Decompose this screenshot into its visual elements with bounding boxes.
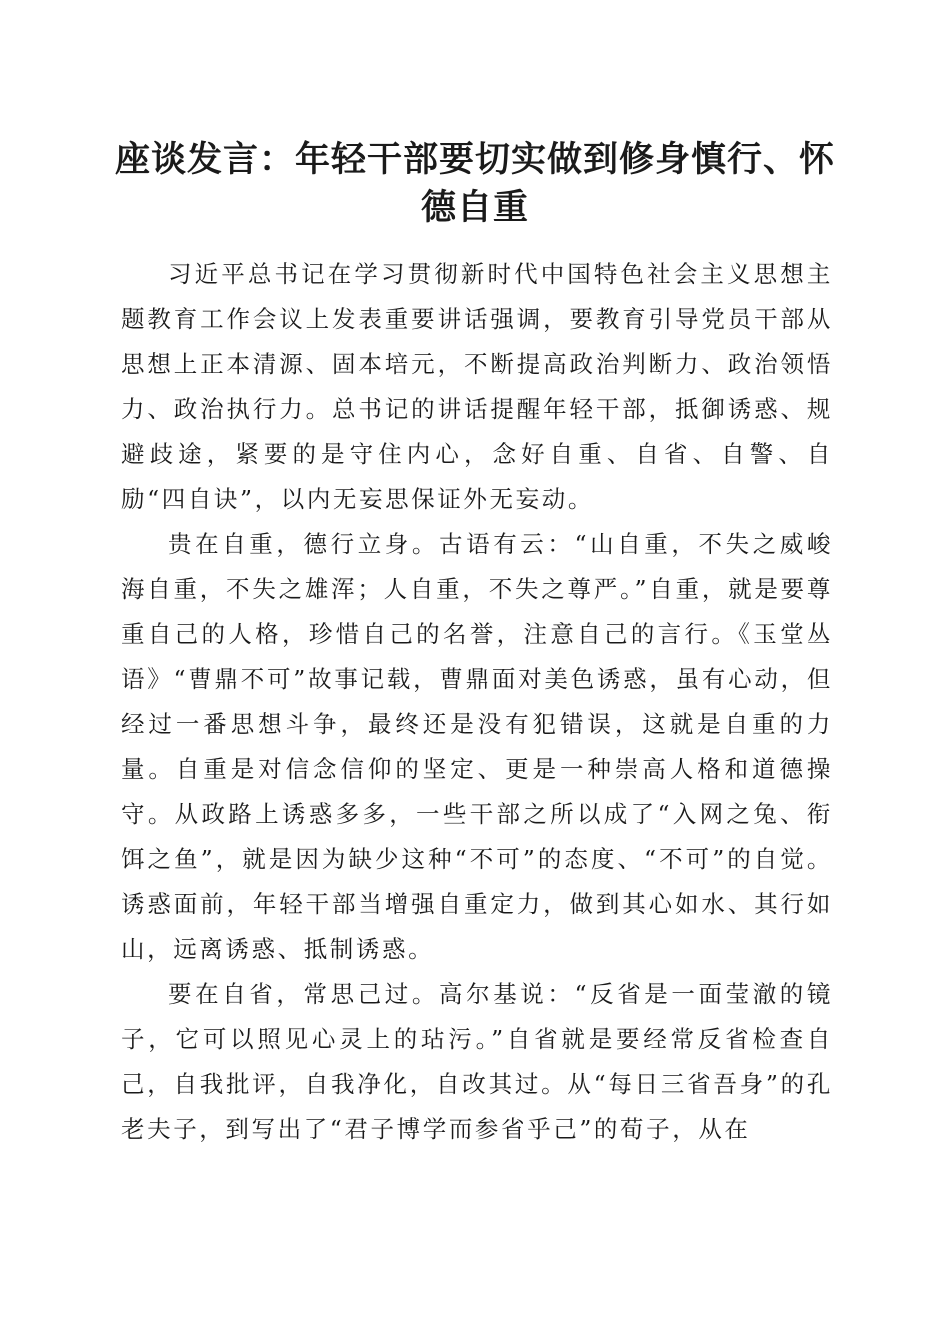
document-body <box>121 252 833 1152</box>
paragraph-intro: 习近平总书记在学习贯彻新时代中国特色社会主义思想主题教育工作会议上发表重要讲话强调，要教育引导党员干部从思想上正本清源、固本培元，不断提高政治判断力、政治领悟力、政治执行力。总书记的讲话提醒年轻干部，抵御诱惑、规避歧途，紧要的是守住内心，念好自重、自省、自警、自励“四自诀”，以内无妄思保证外无妄动。 <box>121 260 833 513</box>
document-title: 座谈发言：年轻干部要切实做到修身慎行、怀德自重 <box>114 139 835 228</box>
paragraph-self-respect: 贵在自重，德行立身。古语有云：“山自重，不失之威峻海自重，不失之雄浑；人自重，不失之尊严。”自重，就是要尊重自己的人格，珍惜自己的名誉，注意自己的言行。《玉堂丛语》“曹鼎不可”故事记载，曹鼎面对美色诱惑，虽有心动，但经过一番思想斗争，最终还是没有犯错误，这就是自重的力量。自重是对信念信仰的坚定、更是一种崇高人格和道德操守。从政路上诱惑多多，一些干部之所以成了“入网之兔、衔饵之鱼”，就是因为缺少这种“不可”的态度、“不可”的自觉。诱惑面前，年轻干部当增强自重定力，做到其心如水、其行如山，远离诱惑、抵制诱惑。 <box>121 530 833 963</box>
paragraph-self-reflection: 要在自省，常思己过。高尔基说：“反省是一面莹澈的镜子，它可以照见心灵上的玷污。”自省就是要经常反省检查自己，自我批评，自我净化，自改其过。从“每日三省吾身”的孔老夫子，到写出了“君子博学而参省乎己”的荀子，从在 <box>121 980 833 1143</box>
